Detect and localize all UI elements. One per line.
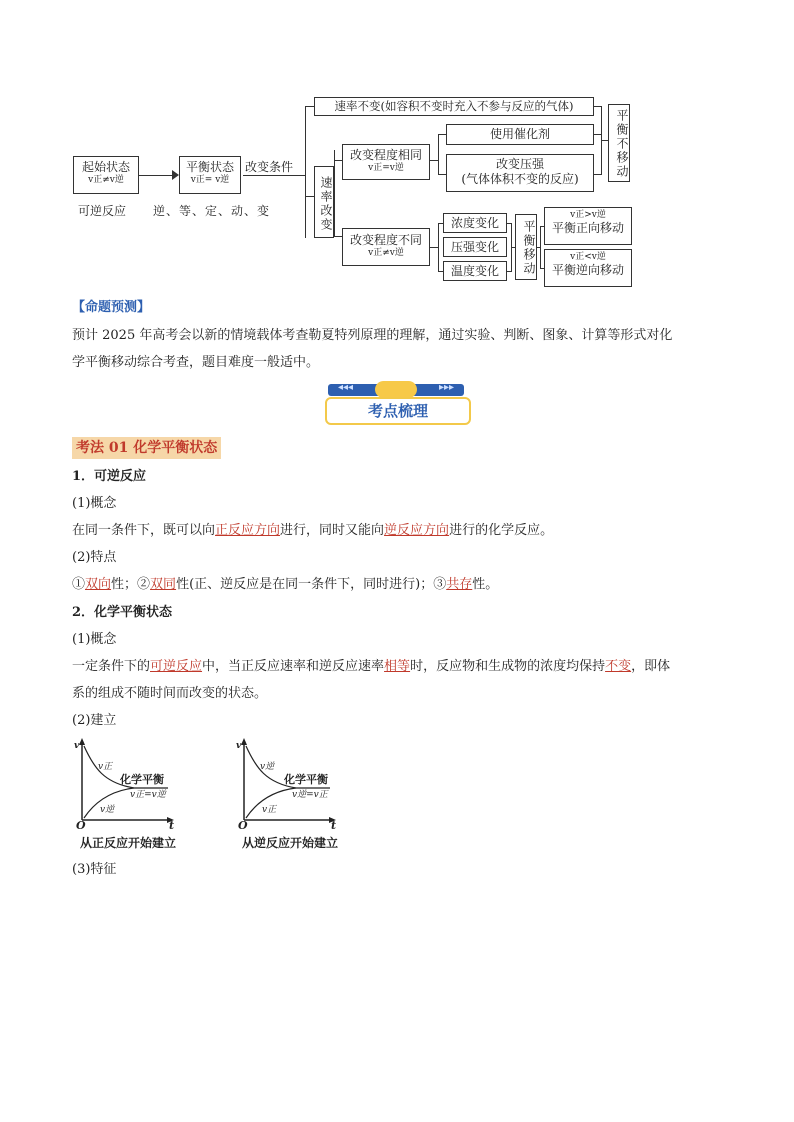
- text-run: 进行，同时又能向: [280, 523, 385, 538]
- graph-caption: 从正反应开始建立: [80, 836, 177, 850]
- y-axis-arrow-icon: [241, 738, 247, 745]
- text-run: 性(正、逆反应是在同一条件下，同时进行)；③: [176, 577, 447, 592]
- reverse-cond: v正<v逆: [570, 252, 606, 262]
- answer-blank: 正反应方向: [215, 523, 281, 538]
- s1-feature-label: (2)特点: [72, 550, 117, 565]
- rate-unchanged-box: 速率不变(如容积不变时充入不参与反应的气体): [314, 97, 594, 116]
- connector-line: [438, 134, 439, 174]
- connector-line: [243, 175, 305, 176]
- s2-concept-line2: 系的组成不随时间而改变的状态。: [72, 686, 268, 701]
- section-heading: 考法 01 化学平衡状态: [72, 437, 221, 459]
- s1-title: 1．可逆反应: [72, 469, 147, 484]
- answer-blank: 双向: [85, 577, 112, 592]
- connector-line: [305, 106, 314, 107]
- connector-line: [540, 226, 541, 268]
- connector-line: [334, 160, 342, 161]
- no-shift-box: 平衡不移动: [608, 104, 630, 182]
- graph-bottom-curve-label: v正: [262, 805, 277, 815]
- press-change-box: 压强变化: [443, 237, 507, 257]
- forward-shift-label: 平衡正向移动: [551, 221, 624, 235]
- arrow-left-icon: ◂◂◂: [338, 382, 354, 393]
- s1-feature: [72, 571, 498, 598]
- pressure-box: [446, 154, 594, 192]
- pressure-change-label: 改变压强: [495, 157, 544, 171]
- graph-y-label: v: [74, 741, 80, 751]
- s2-feature-label: (3)特征: [72, 862, 117, 877]
- connector-line: [305, 196, 314, 197]
- graph-eq-eq: v逆=v正: [292, 790, 328, 800]
- answer-blank: 双同: [150, 577, 177, 592]
- graph-x-label: t: [331, 819, 337, 832]
- rate-change-box: 速率改变: [314, 166, 334, 238]
- diff-degree-sub: v正≠v逆: [368, 248, 404, 258]
- answer-blank: 共存: [446, 577, 473, 592]
- s2-concept: [72, 653, 670, 680]
- connector-line: [438, 223, 439, 271]
- eq-shift-box: 平衡移动: [515, 214, 537, 280]
- y-axis-arrow-icon: [79, 738, 85, 745]
- start-state-sub: v正≠v逆: [88, 175, 124, 185]
- forward-shift-box: [544, 207, 632, 245]
- s2-build-label: (2)建立: [72, 713, 117, 728]
- prediction-line1: 预计 2025 年高考会以新的情境载体考查勒夏特列原理的理解，通过实验、判断、图象、计算等形式对化: [72, 328, 673, 343]
- connector-line: [594, 174, 602, 175]
- answer-blank: 可逆反应: [150, 659, 203, 674]
- prediction-line2: 学平衡移动综合考查，题目难度一般适中。: [72, 355, 320, 370]
- graph-origin: O: [238, 819, 248, 832]
- arrow-head-icon: [172, 170, 179, 180]
- text-run: ，即体: [631, 659, 671, 674]
- answer-blank: 逆反应方向: [384, 523, 450, 538]
- answer-blank: 不变: [605, 659, 632, 674]
- text-run: 时，反应物和生成物的浓度均保持: [410, 659, 606, 674]
- graph-eq-label: 化学平衡: [284, 773, 328, 786]
- pressure-note: (气体体积不变的反应): [461, 172, 579, 186]
- start-state-box: [73, 156, 139, 194]
- answer-blank: 相等: [384, 659, 411, 674]
- diff-degree-box: [342, 228, 430, 266]
- connector-line: [507, 271, 512, 272]
- text-run: ①: [72, 577, 86, 592]
- connector-line: [430, 247, 438, 248]
- text-run: 性。: [472, 577, 499, 592]
- s2-title: 2．化学平衡状态: [72, 605, 173, 620]
- graph-x-label: t: [169, 819, 175, 832]
- arrow-right-icon: ▸▸▸: [438, 382, 454, 393]
- catalyst-box: 使用催化剂: [446, 124, 594, 145]
- conc-change-box: 浓度变化: [443, 213, 507, 233]
- graph-top-curve-label: v逆: [260, 762, 275, 772]
- text-run: 中，当正反应速率和逆反应速率: [202, 659, 385, 674]
- graph-top-curve-label: v正: [98, 762, 113, 772]
- graph-eq-label: 化学平衡: [120, 773, 164, 786]
- forward-cond: v正>v逆: [570, 210, 606, 220]
- graph-y-label: v: [236, 741, 242, 751]
- connector-line: [601, 140, 608, 141]
- text-run: 进行的化学反应。: [449, 523, 554, 538]
- change-condition-label: 改变条件: [245, 160, 294, 174]
- prediction-title: 【命题预测】: [72, 300, 151, 315]
- connector-line: [334, 150, 335, 236]
- connector-line: [334, 236, 342, 237]
- graph-reverse: [236, 738, 376, 850]
- eq-state-label: 平衡状态: [185, 160, 234, 174]
- banner-label: 考点梳理: [325, 397, 471, 425]
- s2-concept-label: (1)概念: [72, 632, 117, 647]
- text-run: 性；②: [111, 577, 151, 592]
- text-run: 一定条件下的: [72, 659, 151, 674]
- same-degree-sub: v正=v逆: [368, 163, 404, 173]
- reverse-shift-box: [544, 249, 632, 287]
- eq-caption: 逆、等、定、动、变: [153, 204, 271, 218]
- same-degree-label: 改变程度相同: [349, 148, 422, 162]
- s1-concept-label: (1)概念: [72, 496, 117, 511]
- reverse-shift-label: 平衡逆向移动: [551, 263, 624, 277]
- diff-degree-label: 改变程度不同: [349, 233, 422, 247]
- eq-state-sub: v正= v逆: [190, 175, 230, 185]
- graph-caption: 从逆反应开始建立: [242, 836, 339, 850]
- s1-concept: [72, 517, 553, 544]
- start-caption: 可逆反应: [78, 204, 127, 218]
- banner-pill: [375, 381, 417, 398]
- graph-bottom-curve-label: v逆: [100, 805, 115, 815]
- graph-origin: O: [76, 819, 86, 832]
- connector-line: [438, 134, 446, 135]
- text-run: 在同一条件下，既可以向: [72, 523, 216, 538]
- start-state-label: 起始状态: [81, 160, 130, 174]
- temp-change-box: 温度变化: [443, 261, 507, 281]
- eq-state-box: [179, 156, 241, 194]
- connector-line: [438, 174, 446, 175]
- connector-line: [430, 160, 438, 161]
- graph-eq-eq: v正=v逆: [130, 790, 166, 800]
- same-degree-box: [342, 144, 430, 180]
- connector-line: [305, 106, 306, 238]
- graph-forward: [74, 738, 214, 850]
